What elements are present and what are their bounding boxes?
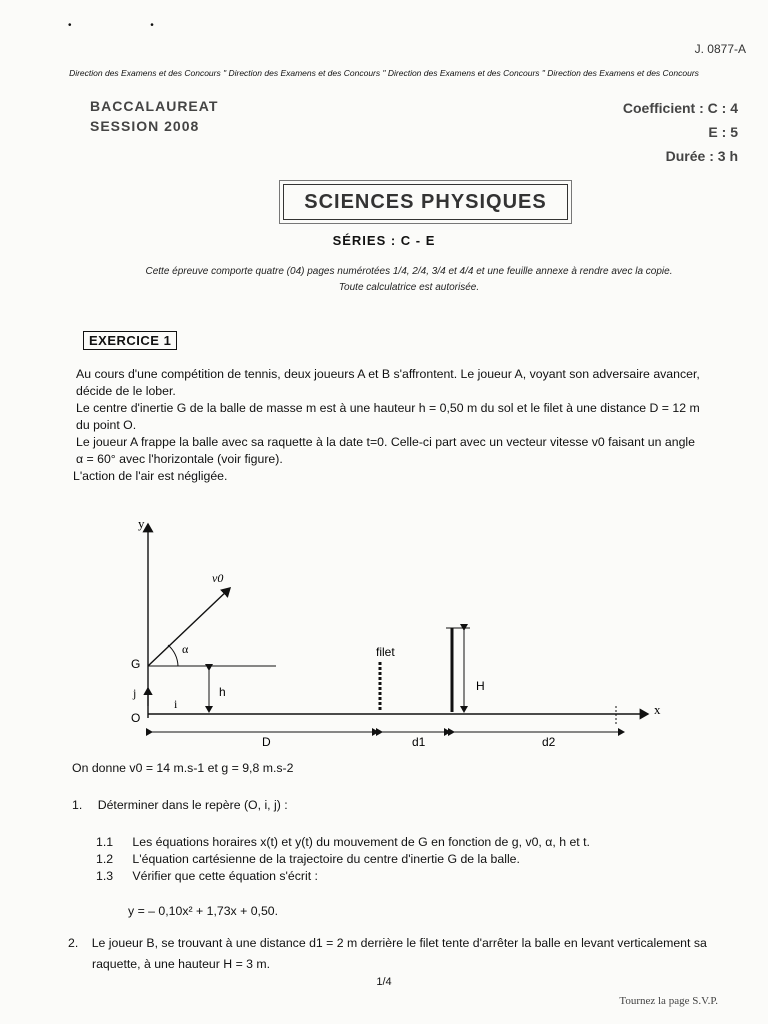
intro-line: Le centre d'inertie G de la balle de masse m est à une hauteur h = 0,50 m du sol et le filet à une distance D = 12 m: [76, 401, 700, 415]
v0-vector: [148, 588, 230, 666]
intro-line: α = 60° avec l'horizontale (voir figure).: [76, 452, 283, 466]
distance-d2-label: d2: [542, 735, 556, 749]
intro-line: du point O.: [76, 418, 137, 432]
question-2: [68, 935, 748, 973]
tennis-figure: [0, 500, 768, 770]
subquestion: [96, 851, 520, 868]
instructions: [70, 264, 748, 296]
height-H-label: H: [476, 679, 485, 693]
question-2-line: [68, 935, 748, 952]
given-data: On donne v0 = 14 m.s-1 et g = 9,8 m.s-2: [72, 761, 294, 775]
point-o-label: O: [131, 711, 141, 725]
question-number: 2.: [68, 936, 79, 950]
instruction-line: Cette épreuve comporte quatre (04) pages numérotées 1/4, 2/4, 3/4 et 4/4 et une feuille annexe à rendre avec la copie.: [145, 266, 673, 277]
intro-line: décide de le lober.: [76, 384, 176, 398]
coefficient-line: Coefficient : C : 4: [622, 100, 738, 116]
net-label: filet: [376, 645, 395, 659]
instruction-line: Toute calculatrice est autorisée.: [338, 282, 480, 293]
question-number: 1.: [72, 798, 83, 812]
height-h-label: h: [219, 685, 226, 699]
coefficient-block: [623, 96, 738, 168]
scan-marks: • •: [68, 20, 192, 31]
distance-d1-label: d1: [412, 735, 426, 749]
trajectory-equation: y = – 0,10x² + 1,73x + 0,50.: [128, 904, 279, 918]
x-axis-label: x: [654, 702, 661, 717]
exam-title: [90, 96, 218, 136]
exam-name: BACCALAUREAT: [90, 98, 219, 114]
subquestion-number: 1.1: [96, 835, 114, 849]
subquestion-text: Vérifier que cette équation s'écrit :: [132, 869, 318, 883]
subquestion-number: 1.2: [96, 852, 114, 866]
question-2-line: raquette, à une hauteur H = 3 m.: [92, 957, 271, 971]
exercise-intro: [73, 366, 746, 485]
intro-line: Au cours d'une compétition de tennis, deux joueurs A et B s'affrontent. Le joueur A, voyant son adversaire avancer,: [76, 367, 700, 381]
question-text: Déterminer dans le repère (O, i, j) :: [97, 798, 288, 812]
document-reference: J. 0877-A: [694, 42, 746, 56]
unit-vector-j-label: j: [133, 686, 137, 700]
subquestion: [96, 834, 590, 851]
intro-line: L'action de l'air est négligée.: [73, 469, 228, 483]
question-text: Le joueur B, se trouvant à une distance d1 = 2 m derrière le filet tente d'arrêter la balle en levant verticalement sa: [91, 936, 707, 950]
exam-session: SESSION 2008: [90, 118, 200, 134]
alpha-label: α: [182, 642, 189, 656]
subquestion: [96, 868, 318, 885]
exercise-title: EXERCICE 1: [83, 331, 177, 350]
angle-arc: [168, 645, 178, 666]
duration-line: Durée : 3 h: [665, 148, 738, 164]
subject-title: SCIENCES PHYSIQUES: [304, 190, 547, 213]
subquestion-text: Les équations horaires x(t) et y(t) du mouvement de G en fonction de g, v0, α, h et t.: [132, 835, 590, 849]
subquestion-text: L'équation cartésienne de la trajectoire du centre d'inertie G de la balle.: [132, 852, 520, 866]
v0-label: v0: [212, 571, 224, 585]
coefficient-line: E : 5: [708, 124, 738, 140]
unit-vector-i-label: i: [174, 697, 178, 711]
subquestion-number: 1.3: [96, 869, 114, 883]
question-1: [72, 797, 288, 814]
direction-banner: Direction des Examens et des Concours " Direction des Examens et des Concours " Direction des Examens et des Concours " Direction des Examens et des Concours: [69, 68, 699, 78]
page-number: 1/4: [376, 976, 392, 988]
subject-box: [283, 184, 568, 220]
distance-D-label: D: [262, 735, 271, 749]
point-g-label: G: [131, 657, 141, 671]
turn-page-note: Tournez la page S.V.P.: [619, 995, 718, 1007]
intro-line: Le joueur A frappe la balle avec sa raquette à la date t=0. Celle-ci part avec un vecteur vitesse v0 faisant un angle: [76, 435, 695, 449]
series-label: SÉRIES : C - E: [332, 233, 436, 248]
y-axis-label: y: [138, 516, 145, 531]
